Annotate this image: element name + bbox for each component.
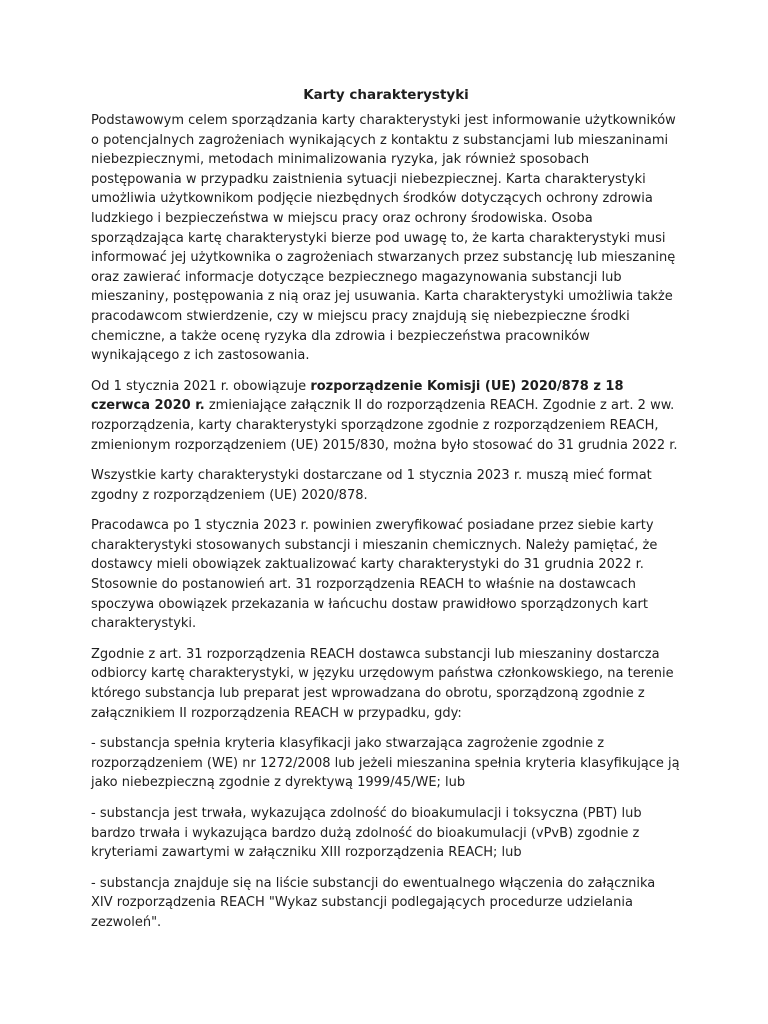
employer-paragraph: Pracodawca po 1 stycznia 2023 r. powinien zweryfikować posiadane przez siebie karty charakterystyki stosowanych substancji i mieszanin chemicznych. Należy pamiętać, że dostawcy mieli obowiązek zaktualizować karty charakterystyki do 31 grudnia 2022 r. Stosownie do postanowień art. 31 rozporządzenia REACH to właśnie na dostawcach spoczywa obowiązek przekazania w łańcuchu dostaw prawidłowo sporządzonych kart charakterystyki. (91, 518, 658, 632)
condition-item: - substancja jest trwała, wykazująca zdolność do bioakumulacji i toksyczna (PBT) lub bardzo trwała i wykazująca bardzo dużą zdolność do bioakumulacji (vPvB) zgodnie z kryteriami zawartymi w załączniku XIII rozporządzenia REACH; lub (91, 806, 642, 861)
regulation-rest-text: zmieniające załącznik II do rozporządzenia REACH. Zgodnie z art. 2 ww. rozporządzenia, karty charakterystyki sporządzone zgodnie z rozporządzeniem REACH, zmienionym rozporządzeniem (UE) 2015/830, można było stosować do 31 grudnia 2022 r. (91, 398, 678, 453)
regulation-paragraph (91, 377, 681, 455)
intro-paragraph: Podstawowym celem sporządzania karty charakterystyki jest informowanie użytkowników o potencjalnych zagrożeniach wynikających z kontaktu z substancjami lub mieszaninami niebezpiecznymi, metodach minimalizowania ryzyka, jak również sposobach postępowania w przypadku zaistnienia sytuacji niebezpiecznej. Karta charakterystyki umożliwia użytkownikom podjęcie niezbędnych środków dotyczących ochrony zdrowia ludzkiego i bezpieczeństwa w miejscu pracy oraz ochrony środowiska. Osoba sporządzająca kartę charakterystyki bierze pod uwagę to, że karta charakterystyki musi informować jej użytkownika o zagrożeniach stwarzanych przez substancję lub mieszaninę oraz zawierać informacje dotyczące bezpiecznego magazynowania substancji lub mieszaniny, postępowania z nią oraz jej usuwania. Karta charakterystyki umożliwia także pracodawcom stwierdzenie, czy w miejscu pracy znajdują się niebezpieczne środki chemiczne, a także ocenę ryzyka dla zdrowia i bezpieczeństwa pracowników wynikającego z ich zastosowania. (91, 113, 676, 364)
article-31-paragraph: Zgodnie z art. 31 rozporządzenia REACH dostawca substancji lub mieszaniny dostarcza odbiorcy kartę charakterystyki, w języku urzędowym państwa członkowskiego, na terenie którego substancja lub preparat jest wprowadzana do obrotu, sporządzoną zgodnie z załącznikiem II rozporządzenia REACH w przypadku, gdy: (91, 646, 674, 721)
regulation-name: rozporządzenie Komisji (UE) 2020/878 z 18 czerwca 2020 r. (91, 378, 624, 414)
document-page (91, 86, 681, 944)
condition-item: - substancja spełnia kryteria klasyfikacji jako stwarzająca zagrożenie zgodnie z rozporządzeniem (WE) nr 1272/2008 lub jeżeli mieszanina spełnia kryteria klasyfikujące ją jako niebezpieczną zgodnie z dyrektywą 1999/45/WE; lub (91, 736, 680, 791)
document-title: Karty charakterystyki (303, 87, 469, 103)
format-paragraph: Wszystkie karty charakterystyki dostarczane od 1 stycznia 2023 r. muszą mieć format zgodny z rozporządzeniem (UE) 2020/878. (91, 468, 652, 503)
regulation-lead-text: Od 1 stycznia 2021 r. obowiązuje (91, 378, 311, 394)
condition-item: - substancja znajduje się na liście substancji do ewentualnego włączenia do załącznika XIV rozporządzenia REACH "Wykaz substancji podlegających procedurze udzielania zezwoleń". (91, 875, 656, 930)
